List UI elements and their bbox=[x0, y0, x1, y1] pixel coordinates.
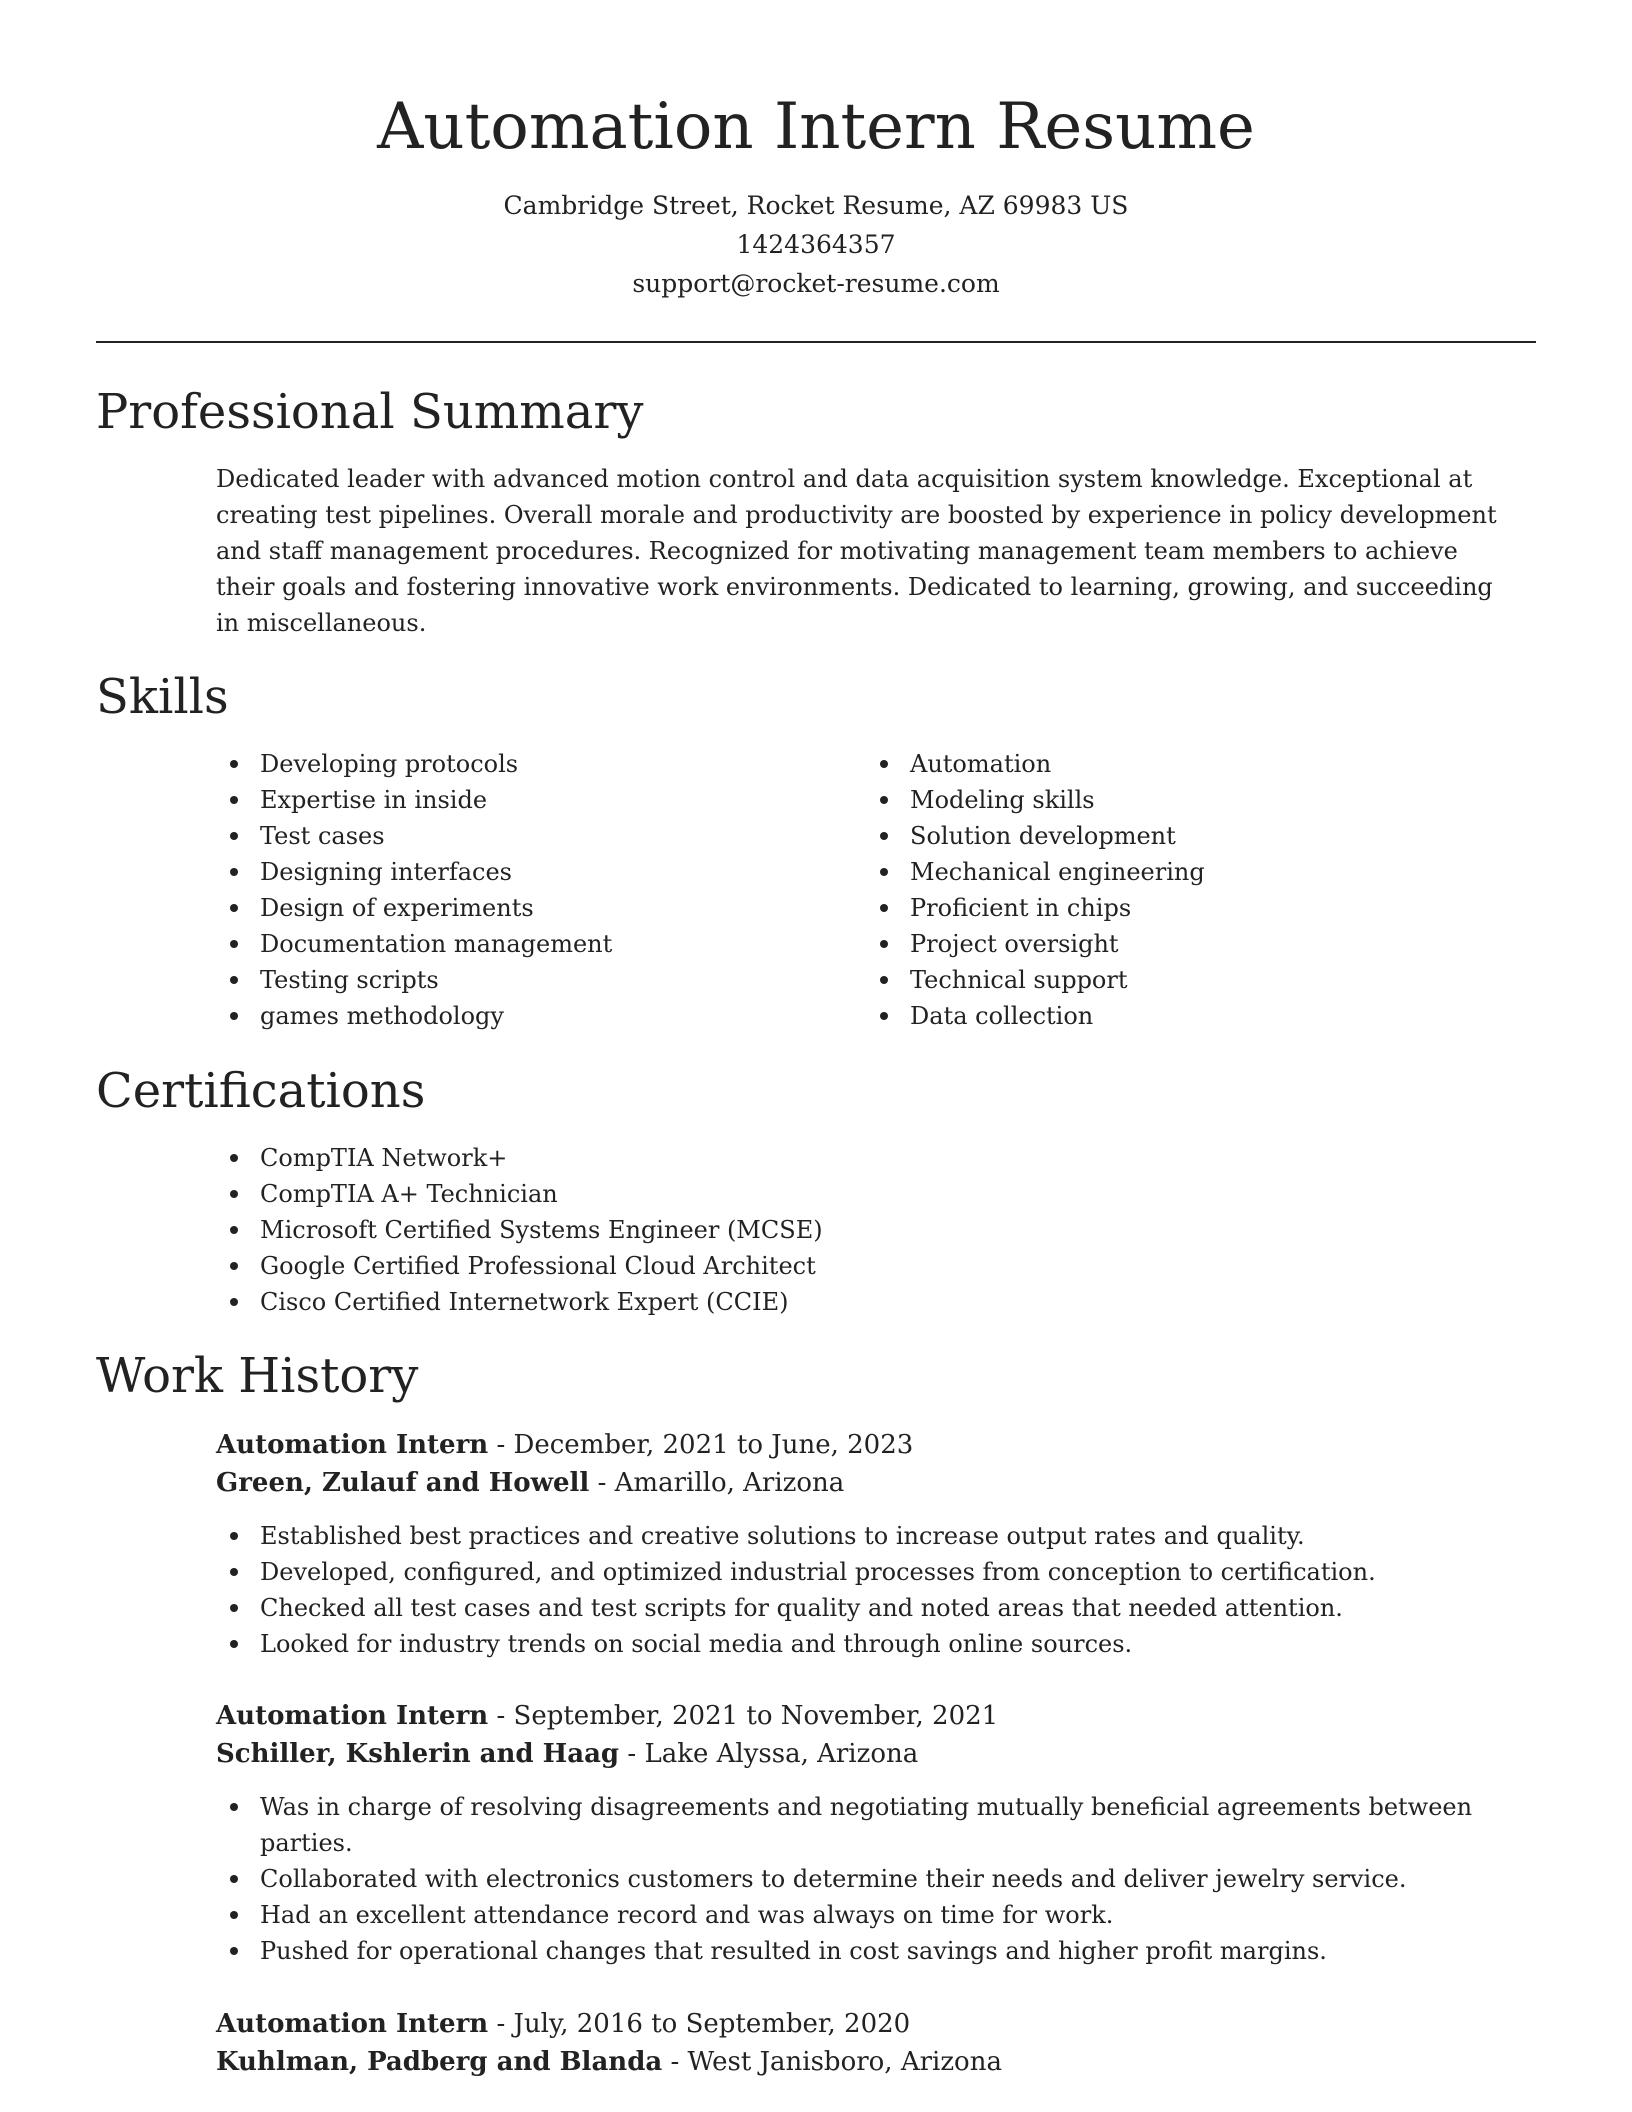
bullet-icon bbox=[230, 904, 238, 912]
contact-email: support@rocket-resume.com bbox=[632, 269, 1000, 298]
header-divider bbox=[96, 341, 1536, 343]
list-item: Had an excellent attendance record and was always on time for work. bbox=[216, 1897, 1516, 1933]
skills-right-column bbox=[866, 746, 1486, 1034]
list-item: Designing interfaces bbox=[216, 854, 836, 890]
bullet-icon bbox=[230, 1154, 238, 1162]
job-title-line: Automation Intern - December, 2021 to June, 2023 bbox=[216, 1430, 914, 1460]
job-entry bbox=[216, 2005, 1516, 2081]
list-item: Collaborated with electronics customers to determine their needs and deliver jewelry service. bbox=[216, 1861, 1516, 1897]
skills-left-list bbox=[216, 746, 836, 1034]
resume-header bbox=[96, 82, 1536, 303]
list-item: CompTIA Network+ bbox=[216, 1140, 1516, 1176]
certifications-heading: Certifications bbox=[96, 1063, 426, 1119]
bullet-icon bbox=[880, 832, 888, 840]
skills-right-list bbox=[866, 746, 1486, 1034]
certifications-list bbox=[216, 1140, 1516, 1320]
list-item: Data collection bbox=[866, 998, 1486, 1034]
bullet-icon bbox=[230, 1947, 238, 1955]
job-company-line: Kuhlman, Padberg and Blanda - West Janisboro, Arizona bbox=[216, 2047, 1002, 2077]
bullet-icon bbox=[880, 760, 888, 768]
summary-heading: Professional Summary bbox=[96, 384, 644, 440]
job-bullets bbox=[216, 1518, 1516, 1662]
list-item: Automation bbox=[866, 746, 1486, 782]
bullet-icon bbox=[230, 1911, 238, 1919]
bullet-icon bbox=[880, 976, 888, 984]
list-item: Cisco Certified Internetwork Expert (CCIE) bbox=[216, 1284, 1516, 1320]
bullet-icon bbox=[230, 832, 238, 840]
bullet-icon bbox=[230, 1604, 238, 1612]
list-item: Mechanical engineering bbox=[866, 854, 1486, 890]
list-item: Test cases bbox=[216, 818, 836, 854]
summary-text: Dedicated leader with advanced motion control and data acquisition system knowledge. Exceptional at creating test pipelines. Overall morale and productivity are boosted by experience in policy development and staff management procedures. Recognized for motivating management team members to achieve their goals and fostering innovative work environments. Dedicated to learning, growing, and succeeding in miscellaneous. bbox=[216, 465, 1497, 637]
bullet-icon bbox=[230, 1875, 238, 1883]
resume-title: Automation Intern Resume bbox=[377, 90, 1255, 164]
list-item: Documentation management bbox=[216, 926, 836, 962]
list-item: Project oversight bbox=[866, 926, 1486, 962]
list-item: Looked for industry trends on social media and through online sources. bbox=[216, 1626, 1516, 1662]
bullet-icon bbox=[880, 868, 888, 876]
list-item: Modeling skills bbox=[866, 782, 1486, 818]
contact-address: Cambridge Street, Rocket Resume, AZ 69983 US bbox=[503, 191, 1129, 220]
job-title-line: Automation Intern - July, 2016 to September, 2020 bbox=[216, 2009, 911, 2039]
bullet-icon bbox=[230, 796, 238, 804]
list-item: Testing scripts bbox=[216, 962, 836, 998]
contact-block bbox=[96, 186, 1536, 303]
bullet-icon bbox=[880, 1012, 888, 1020]
job-company-line: Green, Zulauf and Howell - Amarillo, Arizona bbox=[216, 1468, 845, 1498]
list-item: CompTIA A+ Technician bbox=[216, 1176, 1516, 1212]
job-entry bbox=[216, 1426, 1516, 1662]
list-item: Expertise in inside bbox=[216, 782, 836, 818]
list-item: Microsoft Certified Systems Engineer (MCSE) bbox=[216, 1212, 1516, 1248]
list-item: Technical support bbox=[866, 962, 1486, 998]
list-item: games methodology bbox=[216, 998, 836, 1034]
bullet-icon bbox=[880, 940, 888, 948]
bullet-icon bbox=[230, 1262, 238, 1270]
contact-phone: 1424364357 bbox=[736, 230, 896, 259]
bullet-icon bbox=[230, 760, 238, 768]
bullet-icon bbox=[230, 1532, 238, 1540]
bullet-icon bbox=[230, 1012, 238, 1020]
bullet-icon bbox=[230, 976, 238, 984]
list-item: Design of experiments bbox=[216, 890, 836, 926]
list-item: Checked all test cases and test scripts for quality and noted areas that needed attention. bbox=[216, 1590, 1516, 1626]
list-item: Was in charge of resolving disagreements and negotiating mutually beneficial agreements between parties. bbox=[216, 1789, 1516, 1861]
list-item: Developed, configured, and optimized industrial processes from conception to certification. bbox=[216, 1554, 1516, 1590]
list-item: Developing protocols bbox=[216, 746, 836, 782]
bullet-icon bbox=[230, 1190, 238, 1198]
bullet-icon bbox=[230, 940, 238, 948]
bullet-icon bbox=[880, 796, 888, 804]
bullet-icon bbox=[230, 1803, 238, 1811]
job-entry bbox=[216, 1697, 1516, 1969]
bullet-icon bbox=[230, 1640, 238, 1648]
list-item: Proficient in chips bbox=[866, 890, 1486, 926]
list-item: Google Certified Professional Cloud Architect bbox=[216, 1248, 1516, 1284]
job-bullets bbox=[216, 1789, 1516, 1969]
bullet-icon bbox=[230, 868, 238, 876]
bullet-icon bbox=[230, 1226, 238, 1234]
bullet-icon bbox=[230, 1568, 238, 1576]
work-history-heading: Work History bbox=[96, 1348, 419, 1404]
list-item: Pushed for operational changes that resulted in cost savings and higher profit margins. bbox=[216, 1933, 1516, 1969]
bullet-icon bbox=[230, 1298, 238, 1306]
bullet-icon bbox=[880, 904, 888, 912]
certifications-block bbox=[216, 1140, 1516, 1320]
skills-heading: Skills bbox=[96, 669, 229, 725]
list-item: Established best practices and creative solutions to increase output rates and quality. bbox=[216, 1518, 1516, 1554]
job-company-line: Schiller, Kshlerin and Haag - Lake Alyssa, Arizona bbox=[216, 1739, 919, 1769]
skills-left-column bbox=[216, 746, 836, 1034]
list-item: Solution development bbox=[866, 818, 1486, 854]
job-title-line: Automation Intern - September, 2021 to November, 2021 bbox=[216, 1701, 999, 1731]
